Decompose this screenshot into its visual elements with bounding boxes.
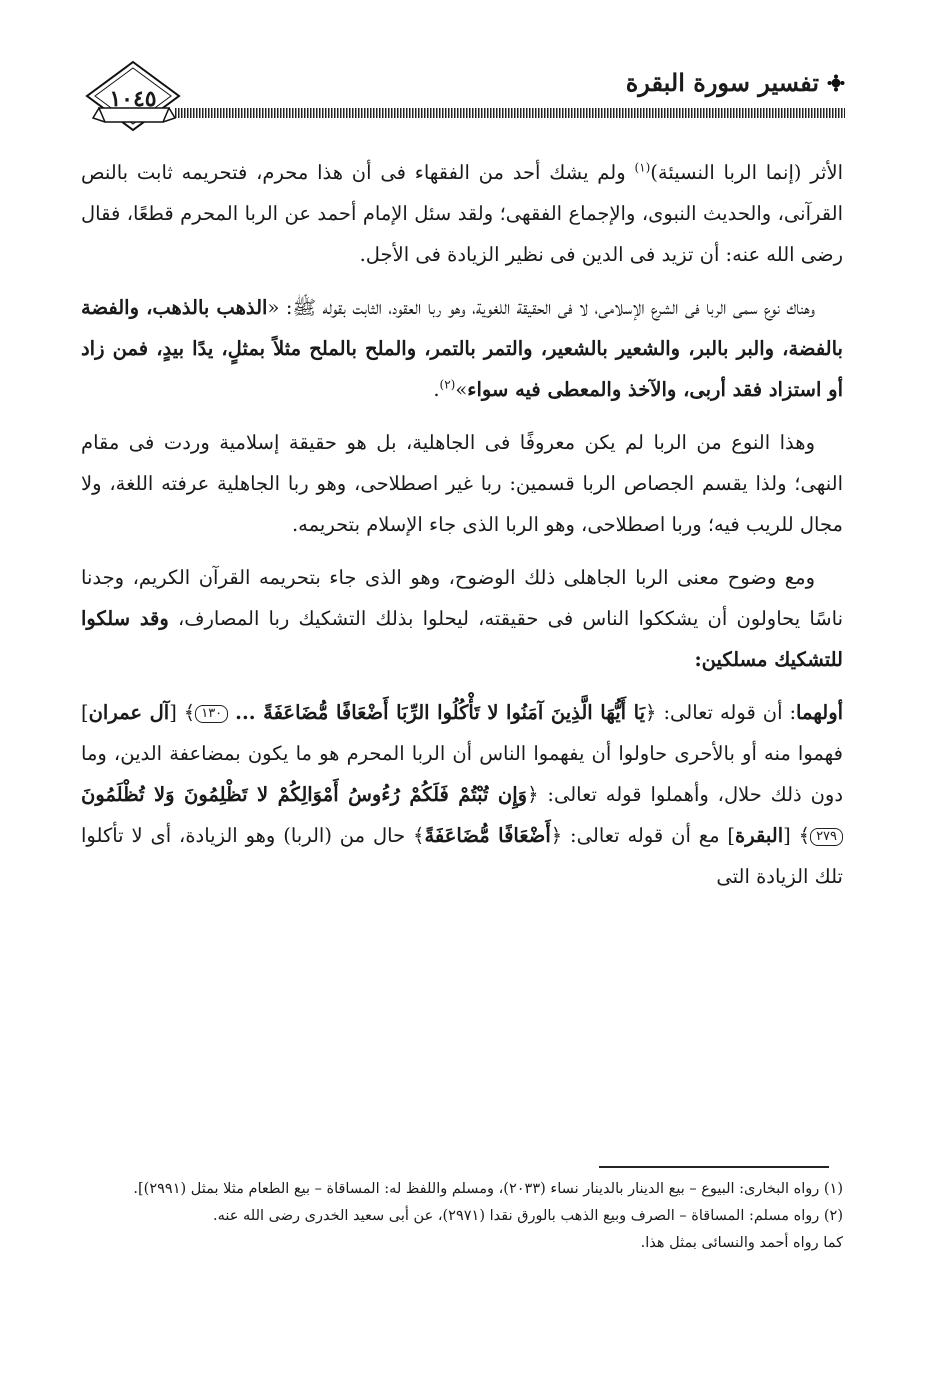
main-text bbox=[81, 152, 843, 909]
text-span: ﴾ [ bbox=[783, 824, 811, 847]
text-span: : أن قوله تعالى: ﴿ bbox=[645, 701, 797, 724]
text-span: » bbox=[455, 378, 468, 401]
quran-verse: أَضْعَافًا مُّضَاعَفَةً bbox=[424, 824, 551, 847]
text-span: . bbox=[433, 378, 440, 401]
running-title bbox=[626, 68, 845, 97]
text-span: الأثر (إنما الربا النسيئة) bbox=[650, 161, 843, 184]
sura-name: آل عمران bbox=[88, 701, 170, 724]
footnote-separator bbox=[599, 1166, 829, 1168]
paragraph-2 bbox=[81, 287, 843, 410]
quran-verse: يَا أَيُّهَا الَّذِينَ آمَنُوا لا تَأْكُلُوا الرِّبَا أَضْعَافًا مُّضَاعَفَةً ... bbox=[235, 701, 646, 724]
text-span: ] فهموا منه أو بالأحرى حاولوا أن يفهموا الناس أن الربا المحرم هو ما يكون بمضاعفة الدين، وما دون ذلك حلال، وأهملوا قوله تعالى: ﴿ bbox=[81, 701, 844, 806]
paragraph-3: وهذا النوع من الربا لم يكن معروفًا فى الجاهلية، بل هو حقيقة إسلامية وردت فى مقام النهى؛ ولذا يقسم الجصاص الربا قسمين: ربا غير اصطلاحى، وهو ربا الجاهلية عرفته اللغة، ولا مجال للريب فيه؛ وربا اصطلاحى، وهو الربا الذى جاء الإسلام بتحريمه. bbox=[81, 431, 843, 536]
paragraph-5 bbox=[81, 692, 843, 897]
text-span: ومع وضوح معنى الربا الجاهلى ذلك الوضوح، وهو الذى جاء بتحريمه القرآن الكريم، وجدنا ناسًا يحاولون أن يشككوا الناس فى حقيقته، ليحلوا بذلك التشكيك ربا المصارف، bbox=[81, 566, 843, 630]
footnotes bbox=[83, 1176, 843, 1257]
text-span: ﴾ حال من (الربا) وهو الزيادة، أى لا تأكلوا تلك الزيادة التى bbox=[81, 824, 843, 888]
text-span: ﴾ [ bbox=[169, 701, 196, 724]
page-header bbox=[85, 60, 845, 140]
paragraph-4 bbox=[81, 557, 843, 680]
ayah-number: ١٣٠ bbox=[195, 705, 228, 723]
emphasis-text: وقد سلكوا للتشكيك مسلكين: bbox=[81, 607, 843, 671]
flower-ornament-icon bbox=[827, 74, 845, 92]
text-span: ] مع أن قوله تعالى: ﴿ bbox=[550, 824, 736, 847]
footnote-1: (١) رواه البخارى: البيوع – بيع الدينار بالدينار نساء (٢٠٣٣)، ومسلم واللفظ له: المساقاة – بيع الطعام مثلا بمثل (٢٩٩١)]. bbox=[133, 1181, 843, 1197]
ayah-number: ٢٧٩ bbox=[810, 828, 843, 846]
header-rule bbox=[175, 108, 845, 118]
footnote-ref-2: (٢) bbox=[439, 377, 456, 392]
running-title-text: تفسير سورة البقرة bbox=[625, 68, 819, 97]
footnote-2: (٢) رواه مسلم: المساقاة – الصرف وبيع الذهب بالورق نقدا (٢٩٧١)، عن أبى سعيد الخدرى رضى الله عنه. bbox=[213, 1208, 843, 1224]
text-span: ولم يشك أحد من الفقهاء فى أن هذا محرم، فتحريمه ثابت بالنص القرآنى، والحديث النبوى، والإجماع الفقهى؛ ولقد سئل الإمام أحمد عن الربا المحرم قطعًا، فقال رضى الله عنه: أن تزيد فى الدين فى نظير الزيادة فى الأجل. bbox=[81, 161, 843, 266]
footnote-2-continued: كما رواه أحمد والنسائى بمثل هذا. bbox=[640, 1235, 843, 1251]
page-number: ١٠٤٥ bbox=[109, 86, 157, 112]
paragraph-1 bbox=[81, 152, 843, 275]
page-number-badge bbox=[85, 60, 185, 140]
point-label: أولهما bbox=[796, 701, 844, 724]
quran-verse: وَإِن تُبْتُمْ فَلَكُمْ رُءُوسُ أَمْوَالِكُمْ لا تَظْلِمُونَ وَلا تُظْلَمُونَ bbox=[81, 783, 528, 806]
footnote-ref-1: (١) bbox=[634, 160, 651, 175]
hadith-quote: الذهب بالذهب، والفضة بالفضة، والبر بالبر، والشعير بالشعير، والتمر بالتمر، والملح بالملح مثلاً بمثلٍ، يدًا بيدٍ، فمن زاد أو استزاد فقد أربى، والآخذ والمعطى فيه سواء bbox=[81, 296, 843, 401]
text-span: وهناك نوع سمى الربا فى الشرع الإسلامى، لا فى الحقيقة اللغوية، وهو ربا العقود، الثابت بقوله ﷺ: « bbox=[267, 296, 815, 319]
sura-name: البقرة bbox=[735, 824, 784, 847]
